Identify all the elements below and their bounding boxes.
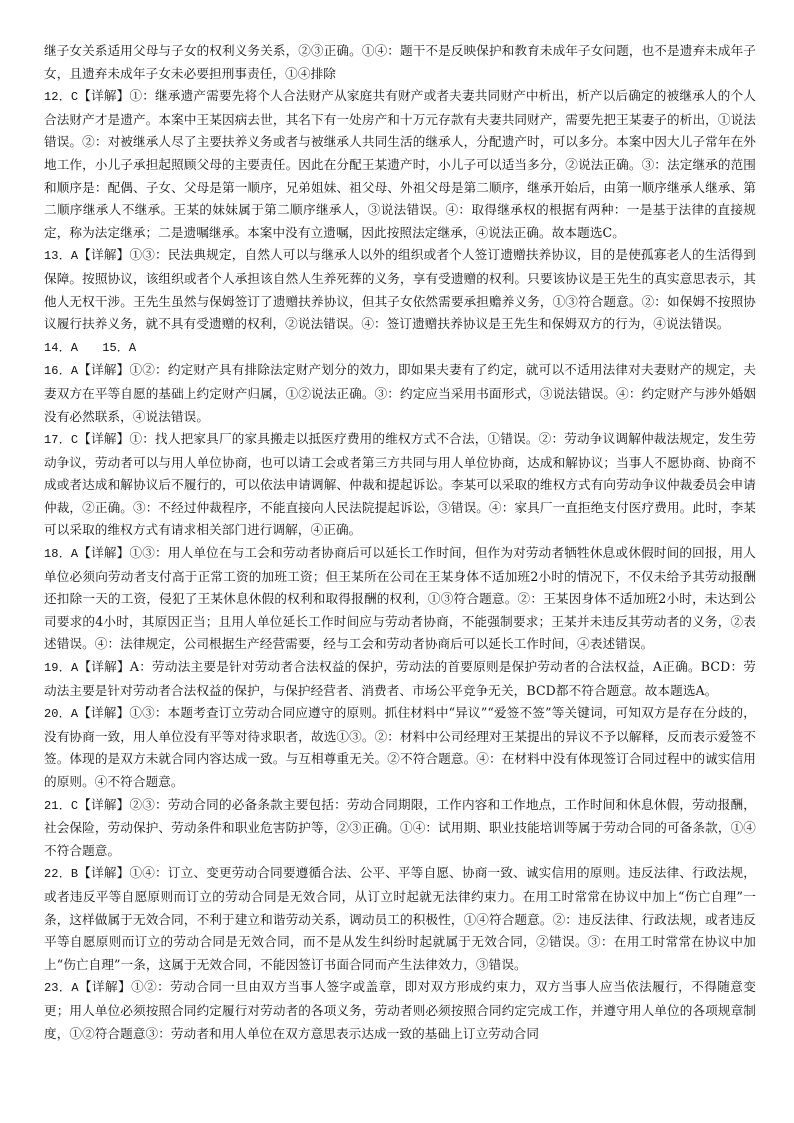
question-number: 17．C (44, 433, 79, 448)
answer-16 (44, 359, 756, 428)
para-text: ②③：劳动合同的必备条款主要包括：劳动合同期限，工作内容和工作地点，工作时间和休息休假，劳动报酬，社会保险，劳动保护、劳动条件和职业危害防护等，②③正确。①④：试用期、职业技能培训等属于劳动合同的可备条款，①④不符合题意。 (44, 796, 756, 858)
question-number: 19．A (44, 661, 79, 676)
detail-tag: 【详解】 (78, 979, 132, 995)
answer-23 (44, 976, 756, 1045)
detail-tag: 【详解】 (78, 865, 130, 881)
answer-12 (44, 85, 756, 244)
question-number: 21．C (44, 798, 79, 813)
question-number: 22．B (44, 867, 79, 882)
answer-13 (44, 244, 756, 335)
question-number: 18．A (44, 547, 79, 562)
para-text: ①③：本题考查订立劳动合同应遵守的原则。抓住材料中“异议”“爱签不签”等关键词，可知双方是存在分歧的，没有协商一致，用人单位没有平等对待求职者，故选①③。②：材料中公司经理对王某提出的异议不予以解释，反而表示爱签不签。体现的是双方未就合同内容达成一致。与互相尊重无关。②不符合题意。④：在材料中没有体现签订合同过程中的诚实信用的原则。④不符合题意。 (44, 705, 756, 789)
answer-20 (44, 702, 756, 793)
answer-22 (44, 862, 756, 976)
answer-21 (44, 794, 756, 863)
para-text: ①②：劳动合同一旦由双方当事人签字或盖章，即对双方形成约束力，双方当事人应当依法履行，不得随意变更；用人单位必须按照合同约定履行对劳动者的各项义务，劳动者则必须按照合同约定完成工作，并遵守用人单位的各项规章制度，①②符合题意③：劳动者和用人单位在双方意思表示达成一致的基础上订立劳动合同 (44, 979, 756, 1041)
detail-tag: 【详解】 (78, 247, 130, 263)
question-number: 23．A (44, 981, 79, 996)
para-text: A：劳动法主要是针对劳动者合法权益的保护，劳动法的首要原则是保护劳动者的合法权益，A正确。BCD：劳动法主要是针对劳动者合法权益的保护，与保护经营者、消费者、市场公平竞争无关，BCD都不符合题意。故本题选A。 (44, 659, 756, 698)
para-text: ①③：民法典规定，自然人可以与继承人以外的组织或者个人签订遗赠扶养协议，目的是使孤寡老人的生活得到保障。按照协议，该组织或者个人承担该自然人生养死葬的义务，享有受遗赠的权利。只要该协议是王先生的真实意思表示，其他人无权干涉。王先生虽然与保姆签订了遗赠扶养协议，但其子女依然需要承担赡养义务，①③符合题意。②：如保姆不按照协议履行扶养义务，就不具有受遗赠的权利，②说法错误。④：签订遗赠扶养协议是王先生和保姆双方的行为，④说法错误。 (44, 247, 756, 332)
para-text: ①③：用人单位在与工会和劳动者协商后可以延长工作时间，但作为对劳动者牺牲休息或休假时间的回报，用人单位必须向劳动者支付高于正常工资的加班工资；但王某所在公司在王某身体不适加班2小时的情况下，不仅未给予其劳动报酬还扣除一天的工资，侵犯了王某休息休假的权利和取得报酬的权利，①③符合题意。②：王某因身体不适加班2小时，未达到公司要求的4小时，其原因正当；且用人单位延长工作时间应与劳动者协商，不能强制要求；王某并未违反其劳动者的义务，②表述错误。④：法律规定，公司根据生产经营需要，经与工会和劳动者协商后可以延长工作时间，④表述错误。 (44, 545, 756, 652)
detail-tag: 【详解】 (78, 659, 130, 675)
detail-tag: 【详解】 (78, 88, 130, 104)
question-number: 14．A 15．A (44, 340, 137, 355)
answer-19 (44, 656, 756, 702)
detail-tag: 【详解】 (78, 796, 130, 812)
para-text: ①④：订立、变更劳动合同要遵循合法、公平、平等自愿、协商一致、诚实信用的原则。违反法律、行政法规，或者违反平等自愿原则而订立的劳动合同是无效合同，从订立时起就无法律约束力。在用工时常常在协议中加上“伤亡自理”一条，这样做属于无效合同，不利于建立和谐劳动关系，调动员工的积极性，①④符合题意。②：违反法律、行政法规，或者违反平等自愿原则而订立的劳动合同是无效合同，而不是从发生纠纷时起就属于无效合同，②错误。③：在用工时常常在协议中加上“伤亡自理”一条，这属于无效合同，不能因签订书面合同而产生法律效力，③错误。 (44, 865, 756, 972)
answer-17 (44, 428, 756, 542)
detail-tag: 【详解】 (78, 431, 130, 447)
para-text: 继子女关系适用父母与子女的权利义务关系，②③正确。①④：题干不是反映保护和教育未成年子女问题，也不是遗弃未成年子女，且遗弃未成年子女未必要担刑事责任，①④排除 (44, 43, 756, 81)
question-number: 13．A (44, 249, 79, 264)
para-text: ①②：约定财产具有排除法定财产划分的效力，即如果夫妻有了约定，就可以不适用法律对夫妻财产的规定，夫妻双方在平等自愿的基础上约定财产归属，①②说法正确。③：约定应当采用书面形式，③说法错误。④：约定财产与涉外婚姻没有必然联系，④说法错误。 (44, 362, 756, 424)
detail-tag: 【详解】 (78, 705, 130, 721)
para-text: ①：找人把家具厂的家具搬走以抵医疗费用的维权方式不合法，①错误。②：劳动争议调解仲裁法规定，发生劳动争议，劳动者可以与用人单位协商，也可以请工会或者第三方共同与用人单位协商，达成和解协议；当事人不愿协商、协商不成或者达成和解协议后不履行的，可以依法申请调解、仲裁和提起诉讼。李某可以采取的维权方式有向劳动争议仲裁委员会申请仲裁，②正确。③：不经过仲裁程序，不能直接向人民法院提起诉讼，③错误。④：家具厂一直拒绝支付医疗费用。此时，李某可以采取的维权方式有请求相关部门进行调解，④正确。 (44, 431, 756, 538)
answer-explanation-page (44, 40, 756, 1045)
answer-18 (44, 542, 756, 656)
paragraph-continuation (44, 40, 756, 85)
question-number: 12．C (44, 90, 79, 105)
para-text: ①：继承遗产需要先将个人合法财产从家庭共有财产或者夫妻共同财产中析出，析产以后确定的被继承人的个人合法财产才是遗产。本案中王某因病去世，其名下有一处房产和十万元存款有夫妻共同财产，需要先把王某妻子的析出，①说法错误。②：对被继承人尽了主要扶养义务或者与被继承人共同生活的继承人，分配遗产时，可以多分。本案中因大儿子常年在外地工作，小儿子承担起照顾父母的主要责任。因此在分配王某遗产时，小儿子可以适当多分，②说法正确。③：法定继承的范围和顺序是：配偶、子女、父母是第一顺序，兄弟姐妹、祖父母、外祖父母是第二顺序，继承开始后，由第一顺序继承人继承、第二顺序继承人不继承。王某的妹妹属于第二顺序继承人，③说法错误。④：取得继承权的根据有两种：一是基于法律的直接规定，称为法定继承；二是遗嘱继承。本案中没有立遗嘱，因此按照法定继承，④说法正确。故本题选C。 (44, 88, 756, 240)
answer-14-15 (44, 336, 756, 360)
detail-tag: 【详解】 (78, 362, 130, 378)
detail-tag: 【详解】 (78, 545, 130, 561)
question-number: 16．A (44, 364, 79, 379)
question-number: 20．A (44, 707, 79, 722)
